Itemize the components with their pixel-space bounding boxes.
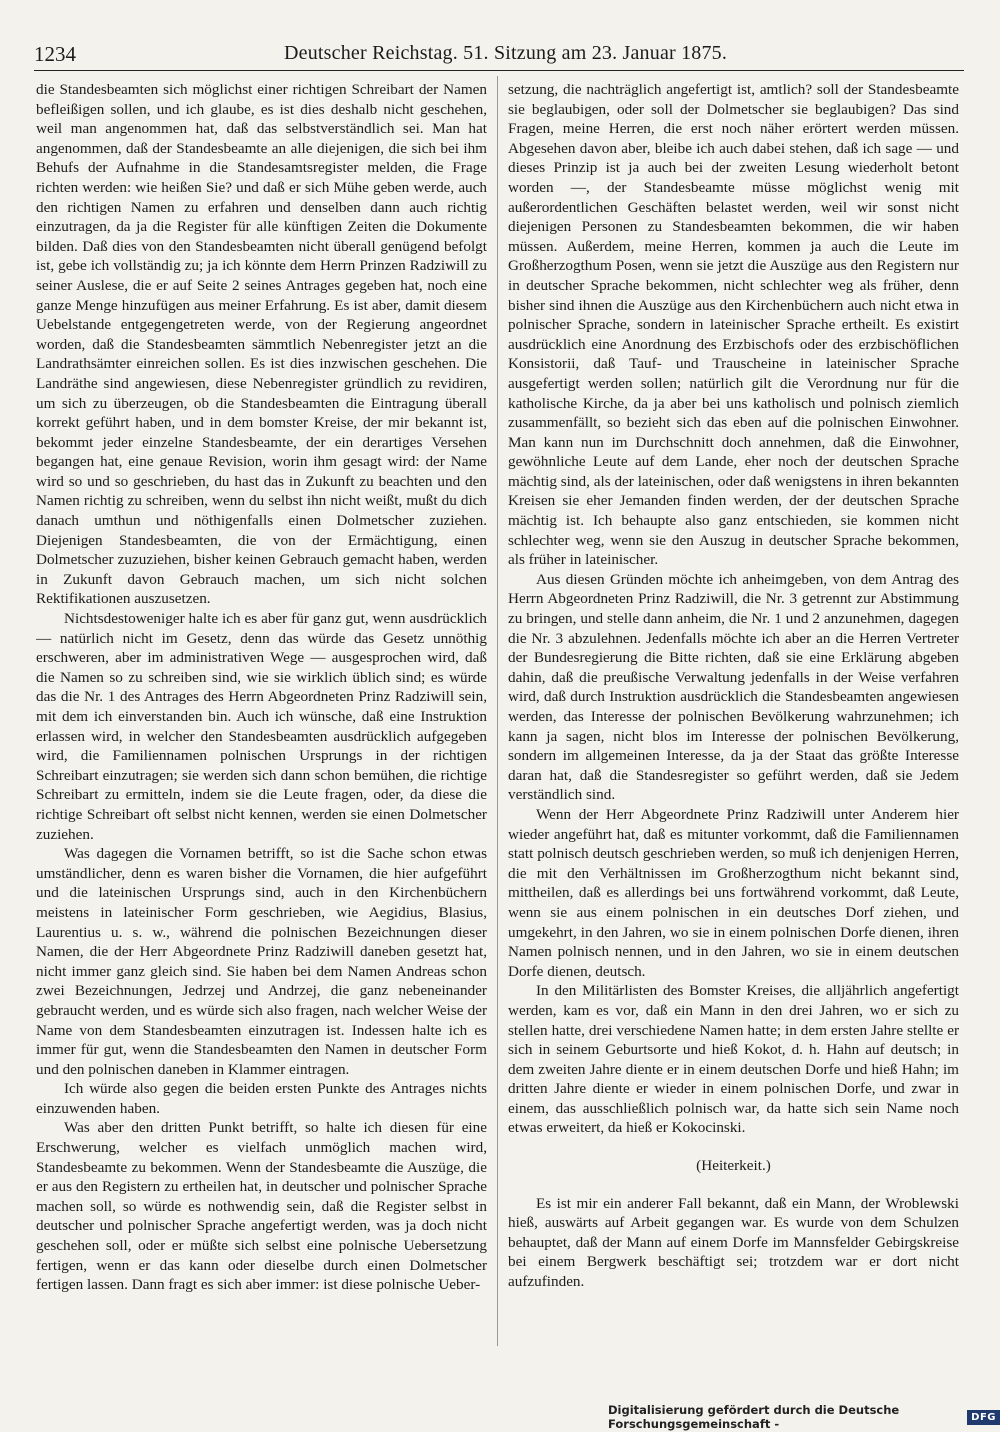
page-number: 1234 (34, 42, 76, 66)
dfg-logo: DFG (967, 1410, 1000, 1425)
footer-credit: Digitalisierung gefördert durch die Deutsche Forschungsgemeinschaft - (608, 1403, 900, 1431)
left-text-column (36, 80, 487, 1350)
running-header (34, 36, 964, 71)
paragraph: setzung, die nachträglich angefertigt ist, amtlich? soll der Standesbeamte sie beglaubigen, oder soll der Dolmetscher sie beglaubigen? Das sind Fragen, meine Herren, die erst noch näher erörtert werden müssen. Abgesehen davon aber, bleibe ich auch dabei stehen, daß ich sage — und dieses Prinzip ist ja auch bei der zweiten Lesung wiederholt betont worden —, der Standesbeamte müsse möglichst wenig mit außerordentlichen Geschäften belastet werden, weil wir sonst nicht diejenigen Personen zu Standesbeamten bekommen, die wir haben müssen. Außerdem, meine Herren, kommen ja auch die Leute im Großherzogthum Posen, wenn sie jetzt die Auszüge aus den Registern nur in deutscher Sprache bekommen, nicht schlechter weg als früher, denn bisher sind ihnen die Auszüge aus den Kirchenbüchern auch nicht etwa in polnischer Sprache, sondern in lateinischer Sprache ertheilt. Es existirt ausdrücklich eine Anordnung des Erzbischofs oder des erzbischöflichen Konsistorii, daß Tauf- und Trauscheine in lateinischer Sprache ausgefertigt werden sollen; natürlich gilt die Verordnung nur für die katholische Kirche, da ja aber bei uns katholisch und polnisch ziemlich zusammenfällt, so bezieht sich das eben auf die polnischen Einwohner. Man kann nun im Durchschnitt doch annehmen, daß die Einwohner, gewöhnliche Leute auf dem Lande, eher noch der deutschen Sprache mächtig sind, als der lateinischen, oder daß wenigstens in ihren bekannten Kreisen sie eher Jemanden finden werden, der der deutschen Sprache mächtig ist. Ich behaupte also ganz entschieden, sie kommen nicht schlechter weg, wenn sie den Auszug in deutscher Sprache bekommen, als früher in lateinischer. (508, 81, 959, 569)
paragraph: In den Militärlisten des Bomster Kreises, die alljährlich angefertigt werden, kam es vor, daß ein Mann in den drei Jahren, wo er sich zu stellen hatte, drei verschiedene Namen hatte; in dem ersten Jahre stellte er sich in seinem Geburtsorte und hieß Kokot, d. h. Hahn auf deutsch; in dem zweiten Jahre diente er in einem deutschen Dorfe und hieß Hahn; im dritten Jahre diente er wieder in einem polnischen Dorfe, und zwar in einem, das ausschließlich polnisch war, da hatte sich sein Name noch etwas erweitert, da hieß er Kokocinski. (508, 982, 959, 1137)
paragraph: Es ist mir ein anderer Fall bekannt, daß ein Mann, der Wroblewski hieß, auswärts auf Arbeit gegangen war. Es wurde von dem Schulzen behauptet, daß der Mann auf einem Dorfe im Mannsfelder Gebirgskreise bei einem Bergwerk beschäftigt sei; trotzdem war er dort nicht aufzufinden. (508, 1194, 959, 1291)
paragraph: die Standesbeamten sich möglichst einer richtigen Schreibart der Namen befleißigen sollen, und ich glaube, es ist dies deshalb nicht geschehen, weil man angenommen hat, daß das selbstverständlich sei. Man hat angenommen, daß der Standesbeamte an alle diejenigen, die sich bei ihm Behufs der Aufnahme in die Standesamtsregister melden, die Frage richten werden: wie heißen Sie? und daß er sich Mühe geben werde, auch den richtigen Namen zu erfahren und denselben dann auch richtig einzutragen, da ja die Register für alle künftigen Zeiten die Dokumente bilden. Daß dies von den Standesbeamten nicht überall genügend befolgt ist, gebe ich vollständig zu; ja ich könnte dem Herrn Prinzen Radziwill zu seiner Auslese, die er auf Seite 2 seines Antrages gegeben hat, noch eine ganze Menge hinzufügen aus meiner Erfahrung. Es ist aber, damit diesem Uebelstande entgegengetreten werde, von der Regierung angeordnet worden, daß die Standesbeamten sämmtlich Nebenregister jetzt an die Landrathsämter einreichen sollen. Es ist dies inzwischen geschehen. Die Landräthe sind angewiesen, diese Nebenregister gründlich zu revidiren, um sich zu überzeugen, ob die Standesbeamten die Eintragung überall korrekt geführt haben, und in dem bomster Kreise, der mir bekannt ist, bekommt jeder einzelne Standesbeamte, der ein derartiges Versehen begangen hat, eine genaue Revision, worin ihm gesagt wird: der Name wird so und so geschrieben, du hast das in Zukunft zu beachten und den Namen richtig zu schreiben, wenn du selbst ihn nicht weißt, mußt du dich danach umthun und nöthigenfalls einen Dolmetscher zuziehen. Diejenigen Standesbeamten, die von der Ermächtigung, einen Dolmetscher zuzuziehen, bisher keinen Gebrauch gemacht haben, werden in Zukunft davon Gebrauch machen, um sich nicht solchen Rektifikationen auszusetzen. (36, 81, 487, 608)
paragraph: Ich würde also gegen die beiden ersten Punkte des Antrages nichts einzuwenden haben. (36, 1080, 487, 1117)
paragraph: Aus diesen Gründen möchte ich anheimgeben, von dem Antrag des Herrn Abgeordneten Prinz Radziwill, die Nr. 3 getrennt zur Abstimmung zu bringen, und stelle dann anheim, die Nr. 1 und 2 anzunehmen, dagegen die Nr. 3 abzulehnen. Jedenfalls möchte ich aber an die Herren Vertreter der Bundesregierung die Bitte richten, daß sie eine Erklärung abgeben dahin, daß die preußische Verwaltung jedenfalls in der Weise verfahren wird, daß durch Instruktion ausdrücklich die Standesbeamten angewiesen werden, das Interesse der polnischen Bevölkerung wahrzunehmen; ich kann ja sagen, nicht blos im Interesse der polnischen Bevölkerung, sondern im allgemeinen Interesse, da ja der Staat das größte Interesse daran hat, daß die Standesregister so geführt werden, daß sie Jedem verständlich sind. (508, 570, 959, 804)
paragraph: (Heiterkeit.) (696, 1157, 771, 1175)
right-text-column (508, 80, 959, 1350)
digitization-footer (608, 1403, 1000, 1431)
running-title: Deutscher Reichstag. 51. Sitzung am 23. Januar 1875. (284, 42, 728, 64)
paragraph: Nichtsdestoweniger halte ich es aber für ganz gut, wenn ausdrücklich — natürlich nicht im Gesetz, denn das würde das Gesetz unnöthig erschweren, aber im administrativen Wege — ausgesprochen wird, daß die Namen so zu schreiben sind, wie sie wirklich üblich sind; es würde das die Nr. 1 des Antrages des Herrn Abgeordneten Prinz Radziwill sein, mit dem ich einverstanden bin. Auch ich wünsche, daß eine Instruktion erlassen wird, in welcher den Standesbeamten ausdrücklich aufgegeben wird, die Familiennamen polnischen Ursprungs in der richtigen Schreibart einzutragen; sie werden sich dann schon bemühen, die richtige Schreibart zu ermitteln, indem sie die Leute fragen, oder, da diese die richtige Schreibart oft selbst nicht kennen, werden sie einen Dolmetscher zuziehen. (36, 610, 487, 843)
paragraph: Wenn der Herr Abgeordnete Prinz Radziwill unter Anderem hier wieder angeführt hat, daß es mitunter vorkommt, daß die Familiennamen statt polnisch deutsch geschrieben werden, so muß ich denjenigen Herren, die mit den Verhältnissen im Großherzogthum nicht bekannt sind, mittheilen, daß es allerdings bei uns fortwährend vorkommt, daß Leute, wenn sie aus einem polnischen in ein deutsches Dorf ziehen, und umgekehrt, in den Jahren, wo sie in einem polnischen Dorfe dienen, ihren Namen polnisch nennen, und in den Jahren, wo sie in einem deutschen Dorfe dienen, deutsch. (508, 805, 959, 980)
column-divider (497, 76, 498, 1346)
paragraph: Was aber den dritten Punkt betrifft, so halte ich diesen für eine Erschwerung, welcher es vielfach unmöglich machen wird, Standesbeamte zu bekommen. Wenn der Standesbeamte die Auszüge, die er aus den Registern zu ertheilen hat, in deutscher und polnischer Sprache machen soll, so würde es nothwendig sein, daß die Register selbst in deutscher und polnischer Sprache angefertigt werden, was ja doch nicht geschehen soll, oder er müßte sich selbst eine polnische Uebersetzung fertigen, wenn er das kann oder dieselbe durch einen Dolmetscher fertigen lassen. Dann fragt es sich aber immer: ist diese polnische Ueber- (36, 1119, 487, 1294)
paragraph: Was dagegen die Vornamen betrifft, so ist die Sache schon etwas umständlicher, denn es waren bisher die Vornamen, die hier aufgeführt und die lateinischen Ursprungs sind, auch in den Kirchenbüchern meistens in lateinischer Form geschrieben, wie Aegidius, Blasius, Laurentius u. s. w., während die polnischen Bezeichnungen dieser Namen, die der Herr Abgeordnete Prinz Radziwill daneben gesetzt hat, nicht immer ganz gleich sind. Sie haben bei dem Namen Andreas schon zwei Bezeichnungen, Jedrzej und Andrzej, die ganz nebeneinander gebraucht werden, und es würde sich also fragen, nach welcher Weise der Name von dem Standesbeamten einzutragen ist. Indessen halte ich es immer für gut, wenn die Standesbeamten den Namen in deutscher Form und den polnischen daneben in Klammer eintragen. (36, 845, 487, 1078)
